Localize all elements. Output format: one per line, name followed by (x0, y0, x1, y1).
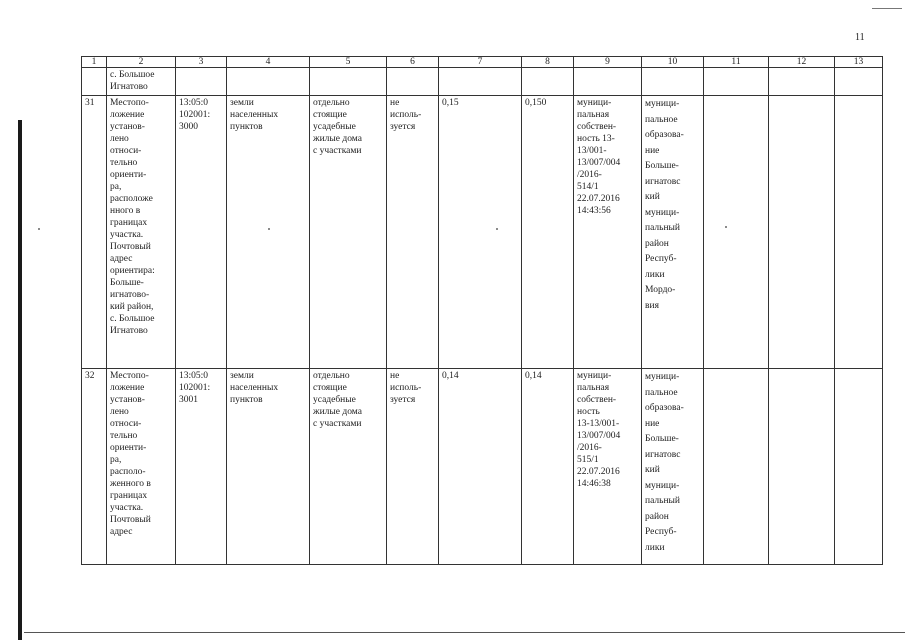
area-cell: 0,150 (522, 96, 574, 369)
table-cell (82, 68, 107, 96)
table-cell (439, 68, 522, 96)
table-cell (704, 369, 769, 565)
location-cell: Местопо- ложение установ- лено относи- тельно ориенти- ра, расположе нного в границах участка. Почтовый адрес ориентира: Больше- игнатово- кий район, с. Большое Игнатово (107, 96, 176, 369)
table-cell (227, 68, 310, 96)
column-number: 13 (835, 57, 883, 68)
land-category-cell: земли населенных пунктов (227, 96, 310, 369)
rights-holder-cell: муници- пальное образова- ние Больше- игнатовс кий муници- пальный район Респуб- лики Мордо- вия (642, 96, 704, 369)
area-cell: 0,15 (439, 96, 522, 369)
column-number: 4 (227, 57, 310, 68)
column-number: 7 (439, 57, 522, 68)
column-number: 2 (107, 57, 176, 68)
table-cell (176, 68, 227, 96)
usage-status-cell: не исполь- зуется (387, 369, 439, 565)
column-number-row (82, 57, 883, 68)
column-number: 10 (642, 57, 704, 68)
table-cell (522, 68, 574, 96)
area-cell: 0,14 (522, 369, 574, 565)
scan-left-edge (18, 120, 22, 640)
table-cell (769, 68, 835, 96)
column-number: 6 (387, 57, 439, 68)
table-cell (704, 68, 769, 96)
table-cell (835, 96, 883, 369)
land-category-cell: земли населенных пунктов (227, 369, 310, 565)
cadastral-number-cell: 13:05:0 102001: 3001 (176, 369, 227, 565)
column-number: 12 (769, 57, 835, 68)
area-cell: 0,14 (439, 369, 522, 565)
table-cell (574, 68, 642, 96)
page-number: 11 (855, 32, 865, 43)
column-number: 9 (574, 57, 642, 68)
location-cell: с. Большое Игнатово (107, 68, 176, 96)
permitted-use-cell: отдельно стоящие усадебные жилые дома с участками (310, 96, 387, 369)
column-number: 5 (310, 57, 387, 68)
permitted-use-cell: отдельно стоящие усадебные жилые дома с участками (310, 369, 387, 565)
table-cell (310, 68, 387, 96)
table-cell (769, 96, 835, 369)
table-row (82, 96, 883, 369)
table-cell (769, 369, 835, 565)
scan-top-mark (872, 8, 902, 9)
column-number: 1 (82, 57, 107, 68)
ownership-cell: муници- пальная собствен- ность 13- 13/001- 13/007/004 /2016- 514/1 22.07.2016 14:43:56 (574, 96, 642, 369)
table-cell (642, 68, 704, 96)
continuation-row (82, 68, 883, 96)
row-number-cell: 32 (82, 369, 107, 565)
location-cell: Местопо- ложение установ- лено относи- тельно ориенти- ра, располо- женного в границах участка. Почтовый адрес (107, 369, 176, 565)
usage-status-cell: не исполь- зуется (387, 96, 439, 369)
table-cell (704, 96, 769, 369)
scan-speck (38, 228, 40, 230)
rights-holder-cell: муници- пальное образова- ние Больше- игнатовс кий муници- пальный район Респуб- лики (642, 369, 704, 565)
land-register-table (81, 56, 883, 565)
column-number: 11 (704, 57, 769, 68)
ownership-cell: муници- пальная собствен- ность 13-13/001- 13/007/004 /2016- 515/1 22.07.2016 14:46:38 (574, 369, 642, 565)
table-row (82, 369, 883, 565)
table-cell (835, 369, 883, 565)
row-number-cell: 31 (82, 96, 107, 369)
table-cell (387, 68, 439, 96)
column-number: 8 (522, 57, 574, 68)
column-number: 3 (176, 57, 227, 68)
cadastral-number-cell: 13:05:0 102001: 3000 (176, 96, 227, 369)
table-cell (835, 68, 883, 96)
scan-bottom-edge (24, 632, 905, 633)
